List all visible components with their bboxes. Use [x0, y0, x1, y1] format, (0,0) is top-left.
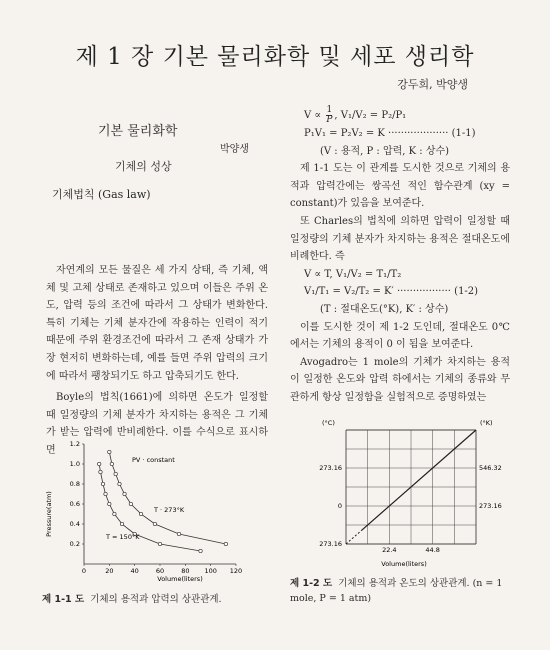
figure-1-2-caption: 제 1-2 도 기체의 용적과 온도의 상관관계. (n = 1 mole, P = 1 atm): [290, 578, 503, 604]
data-point: [224, 542, 227, 545]
section-author: 박양생: [220, 144, 249, 155]
paragraph: 제 1-1 도는 이 관계를 도시한 것으로 기체의 용적과 압력간에는 쌍곡선 적인 함수관계 (xy = constant)가 있음을 보여준다.: [290, 163, 510, 210]
y-left-tick-label: 273.16: [319, 540, 342, 548]
y-left-tick-label: 273.16: [319, 464, 342, 472]
x-axis-label: Volume(liters): [157, 575, 203, 583]
equation-note: (V : 용적, P : 압력, K : 상수): [320, 145, 450, 157]
series-line: [361, 430, 476, 530]
series-curve-1: [109, 452, 226, 544]
equation-2: P₁V₁ = P₂V₂ = K ··················· (1-1): [304, 128, 476, 139]
y-tick-label: 0.6: [69, 500, 80, 508]
x-tick-label: 20: [105, 567, 114, 575]
equation-1: V ∝ $\frac{1}{P}$ , V₁/V₂ = P₂/P₁: [304, 105, 407, 125]
paragraph: Boyle의 법칙(1661)에 의하면 온도가 일정할 때 일정량의 기체 분자가 차지하는 용적은 그 기체가 받는 압력에 반비례한다. 이를 수식으로 표시하면: [46, 392, 268, 456]
series-dashed-extrapolation: [346, 530, 361, 544]
data-point: [110, 462, 113, 465]
equation-3: V ∝ T, V₁/V₂ = T₁/T₂: [304, 268, 402, 280]
y-tick-label: 1.2: [69, 440, 80, 448]
paragraph: Avogadro는 1 mole의 기체가 차지하는 용적이 일정한 온도와 압력 하에서는 기체의 종류와 무관하게 항상 일정함을 실험적으로 증명하였는: [290, 356, 510, 403]
x-tick-label: 44.8: [425, 546, 440, 554]
data-point: [120, 522, 123, 525]
data-point: [104, 492, 107, 495]
y-axis-label: Pressure(atm): [45, 491, 53, 537]
data-point: [139, 512, 142, 515]
data-point: [101, 482, 104, 485]
annotation-t150: T = 150°K: [106, 533, 140, 541]
x-tick-label: 120: [229, 567, 243, 575]
x-tick-label: 22.4: [382, 546, 397, 554]
figure-1-1-caption: 제 1-1 도 기체의 용적과 압력의 상관관계.: [42, 594, 222, 605]
y-right-tick-label: 273.16: [479, 502, 502, 510]
chapter-authors: 강두희, 박양생: [397, 78, 468, 91]
data-point: [98, 462, 101, 465]
chapter-title: 제 1 장 기본 물리화학 및 세포 생리학: [75, 44, 475, 70]
data-point: [114, 472, 117, 475]
data-point: [177, 532, 180, 535]
annotation-t273: T · 273°K: [154, 506, 185, 514]
subsection-title: 기체의 성상: [115, 160, 172, 173]
y-left-unit: (°C): [322, 419, 335, 427]
data-point: [129, 502, 132, 505]
y-tick-label: 0.2: [69, 540, 80, 548]
right-column: [290, 106, 510, 407]
y-left-tick-label: 0: [337, 502, 342, 510]
paragraph: 이를 도시한 것이 제 1-2 도인데, 절대온도 0℃에서는 기체의 용적이 0 이 됨을 보여준다.: [290, 321, 510, 351]
x-axis-label: Volume(liters): [381, 560, 427, 568]
data-point: [99, 470, 102, 473]
x-tick-label: 40: [130, 567, 139, 575]
figure-1-1-chart: [40, 436, 255, 584]
y-tick-label: 0.4: [69, 520, 80, 528]
data-point: [118, 482, 121, 485]
figure-1-2-chart: [296, 412, 518, 570]
data-point: [199, 549, 202, 552]
annotation-pv: PV · constant: [132, 456, 175, 464]
x-tick-label: 100: [204, 567, 217, 575]
y-right-unit: (°K): [480, 419, 493, 427]
data-point: [153, 522, 156, 525]
data-point: [113, 512, 116, 515]
y-right-tick-label: 546.32: [479, 464, 502, 472]
subsubsection-title: 기체법칙 (Gas law): [52, 188, 151, 201]
data-point: [158, 542, 161, 545]
equation-4: V₁/T₁ = V₂/T₂ = K′ ················· (1-2): [304, 286, 479, 298]
y-tick-label: 1.0: [69, 460, 80, 468]
y-tick-label: 0.8: [69, 480, 80, 488]
section-title: 기본 물리화학: [98, 124, 178, 139]
x-tick-label: 80: [181, 567, 190, 575]
data-point: [123, 492, 126, 495]
data-point: [108, 450, 111, 453]
paragraph: 자연계의 모든 물질은 세 가지 상태, 즉 기체, 액체 및 고체 상태로 존재하고 있으며 이들은 주위 온도, 압력 등의 조건에 따라서 그 상태가 변화한다. 특히 기체는 기체 분자간에 작용하는 인력이 적기 때문에 주위 환경조건에 따라서 그 존재 상태가 가장 현저히 변화하는데, 예를 들면 주위 압력의 크기에 따라서 팽창되기도 하고 압축되기도 한다.: [46, 265, 268, 382]
x-tick-label: 60: [155, 567, 165, 575]
paragraph: 또 Charles의 법칙에 의하면 압력이 일정할 때 일정량의 기체 분자가 차지하는 용적은 절대온도에 비례한다. 즉: [290, 215, 510, 263]
data-point: [108, 502, 111, 505]
equation-note: (T : 절대온도(°K), K′ : 상수): [320, 303, 449, 315]
x-tick-label: 0: [81, 567, 87, 575]
left-column: [46, 262, 268, 460]
